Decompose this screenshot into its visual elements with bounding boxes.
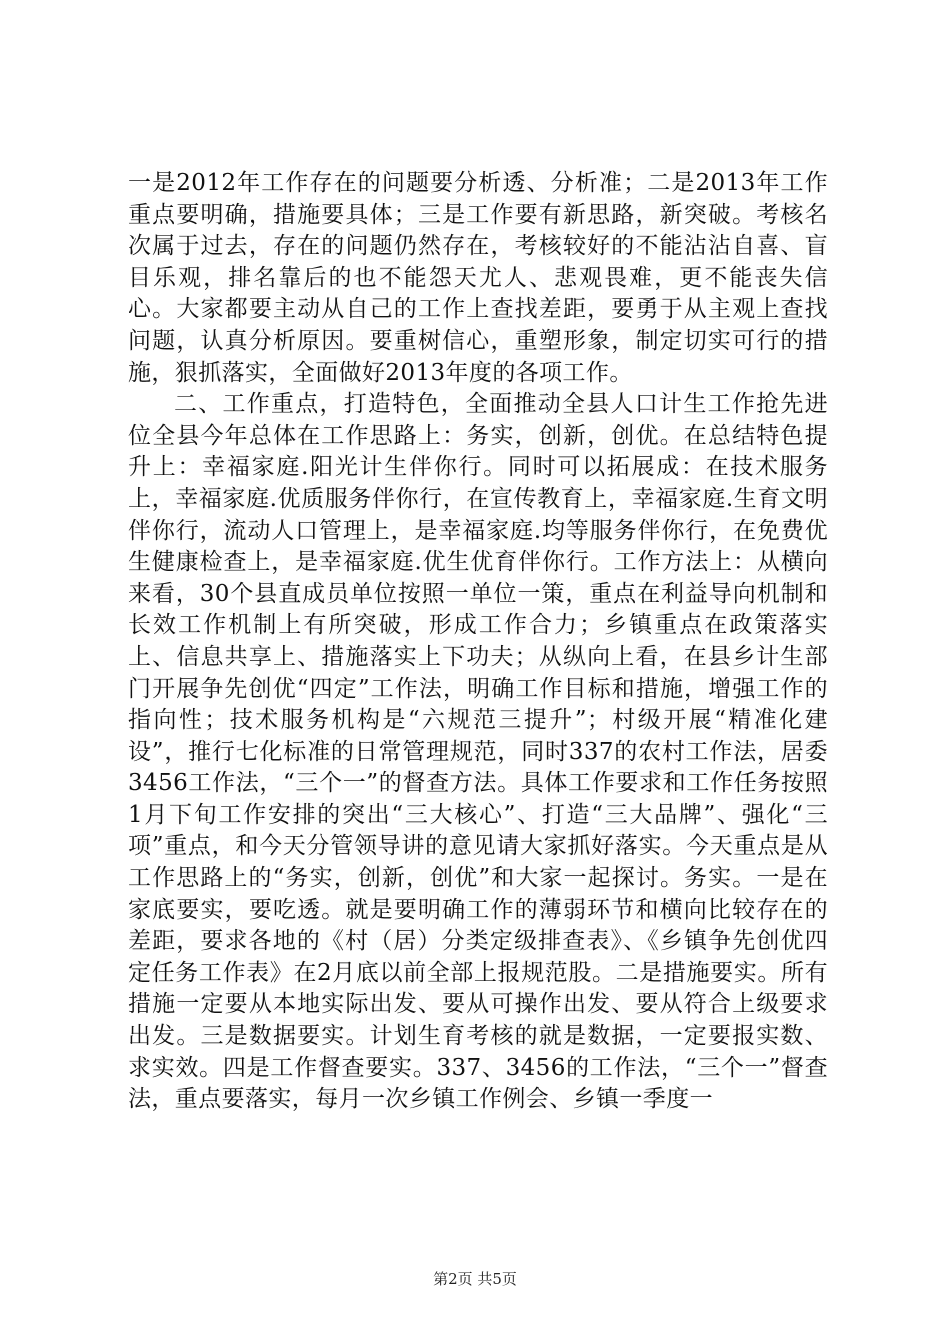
paragraph-continued: 一是2012年工作存在的问题要分析透、分析准；二是2013年工作重点要明确，措施要具体；三是工作要有新思路，新突破。考核名次属于过去，存在的问题仍然存在，考核较好的不能沾沾自喜、盲目乐观，排名靠后的也不能怨天尤人、悲观畏难，更不能丧失信心。大家都要主动从自己的工作上查找差距，要勇于从主观上查找问题，认真分析原因。要重树信心，重塑形象，制定切实可行的措施，狠抓落实，全面做好2013年度的各项工作。: [128, 170, 828, 386]
document-body: [128, 168, 828, 1116]
paragraph-work-focus: 二、工作重点，打造特色，全面推动全县人口计生工作抢先进位全县今年总体在工作思路上：务实，创新，创优。在总结特色提升上：幸福家庭.阳光计生伴你行。同时可以拓展成：在技术服务上，幸福家庭.优质服务伴你行，在宣传教育上，幸福家庭.生育文明伴你行，流动人口管理上，是幸福家庭.均等服务伴你行，在免费优生健康检查上，是幸福家庭.优生优育伴你行。工作方法上：从横向来看，30个县直成员单位按照一单位一策，重点在利益导向机制和长效工作机制上有所突破，形成工作合力；乡镇重点在政策落实上、信息共享上、措施落实上下功夫；从纵向上看，在县乡计生部门开展争先创优“四定”工作法，明确工作目标和措施，增强工作的指向性；技术服务机构是“六规范三提升”；村级开展“精准化建设”，推行七化标准的日常管理规范，同时337的农村工作法，居委3456工作法，“三个一”的督查方法。具体工作要求和工作任务按照1月下旬工作安排的突出“三大核心”、打造“三大品牌”、强化“三项”重点，和今天分管领导讲的意见请大家抓好落实。今天重点是从工作思路上的“务实，创新，创优”和大家一起探讨。务实。一是在家底要实，要吃透。就是要明确工作的薄弱环节和横向比较存在的差距，要求各地的《村（居）分类定级排查表》、《乡镇争先创优四定任务工作表》在2月底以前全部上报规范股。二是措施要实。所有措施一定要从本地实际出发、要从可操作出发、要从符合上级要求出发。三是数据要实。计划生育考核的就是数据，一定要报实数、求实效。四是工作督查要实。337、3456的工作法，“三个一”督查法，重点要落实，每月一次乡镇工作例会、乡镇一季度一: [128, 391, 828, 1113]
page-footer: 第2页 共5页: [433, 1270, 517, 1288]
